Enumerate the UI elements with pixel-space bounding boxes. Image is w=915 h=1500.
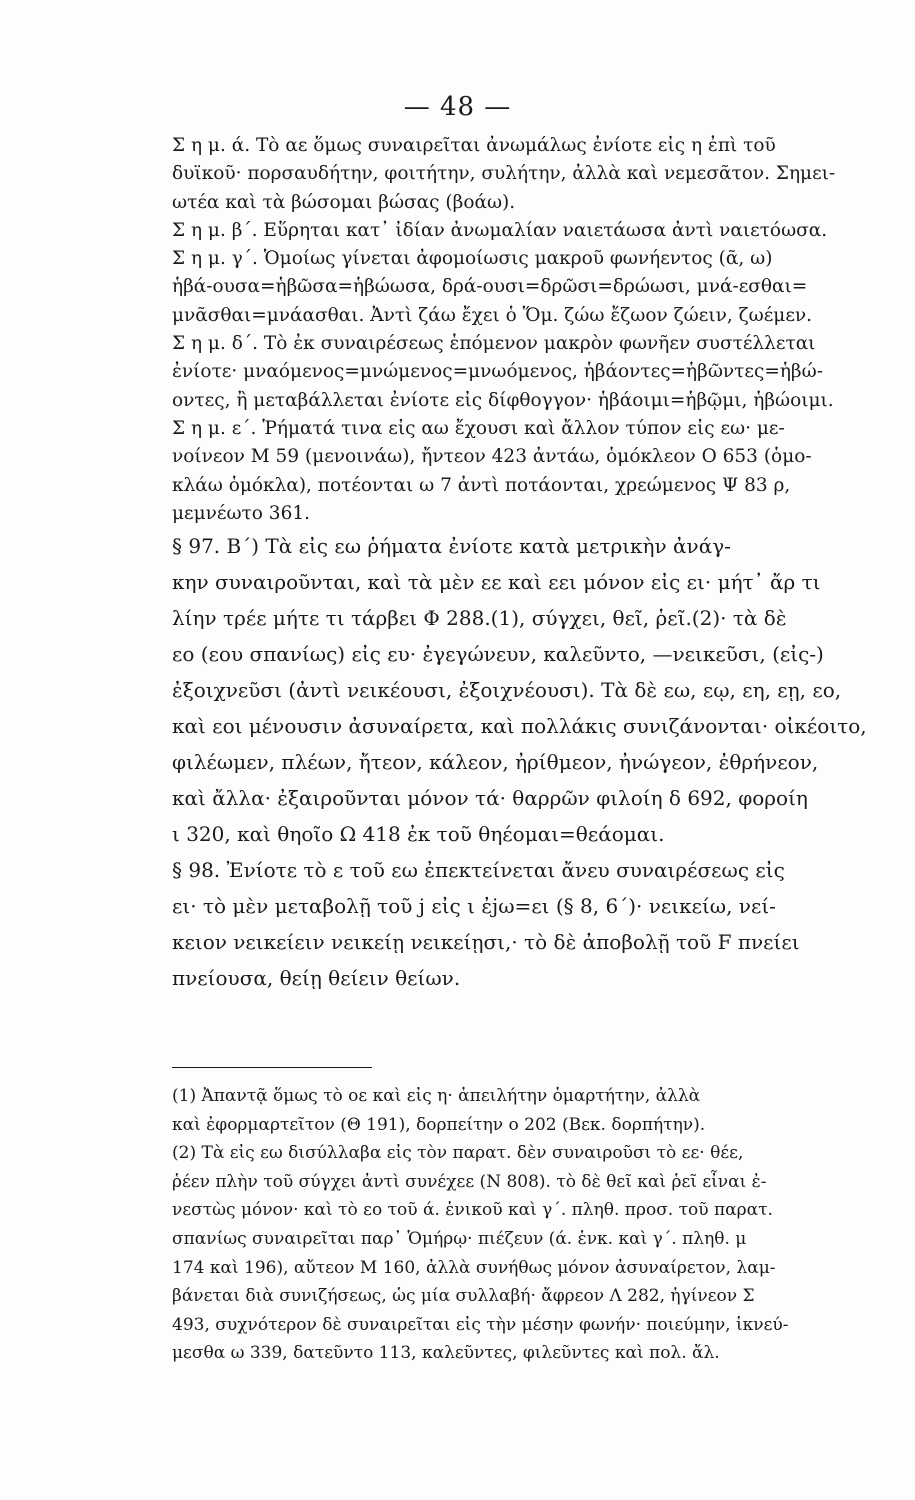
text-line: μεμνέωτο 361. (172, 502, 310, 524)
text-line: ἡβά-ουσα=ἡβῶσα=ἡβώωσα, δρά-ουσι=δρῶσι=δρώωσι, μνά-εσθαι= (172, 276, 808, 298)
text-line: καὶ εοι μένουσιν ἀσυναίρετα, καὶ πολλάκις συνιζάνονται· οἰκέοιτο, (172, 714, 867, 739)
text-line: πνείουσα, θείῃ θείειν θείων. (172, 966, 461, 991)
text-line: λίην τρέε μήτε τι τάρβει Φ 288.(1), σύγχει, θεῖ, ῥεῖ.(2)· τὰ δὲ (172, 606, 787, 631)
footnote-line: 174 καὶ 196), αὔτεον Μ 160, ἀλλὰ συνήθως μόνον ἀσυναίρετον, λαμ- (172, 1257, 776, 1278)
footnote-line: μεσθα ω 339, δατεῦντο 113, καλεῦντες, φιλεῦντες καὶ πολ. ἄλ. (172, 1343, 720, 1364)
footnote-line: καὶ ἐφορμαρτεῖτον (Θ 191), δορπείτην ο 202 (Βεκ. δορπήτην). (172, 1114, 706, 1135)
footnote-line: βάνεται διὰ συνιζήσεως, ὡς μία συλλαβή· ἄφρεον Λ 282, ἡγίνεον Σ (172, 1286, 755, 1307)
footnote-line: σπανίως συναιρεῖται παρ᾽ Ὁμήρῳ· πιέζευν (ά. ἑνκ. καὶ γ΄. πληθ. μ (172, 1228, 747, 1249)
text-line: ἐξοιχνεῦσι (ἀντὶ νεικέουσι, ἐξοιχνέουσι). Τὰ δὲ εω, εῳ, εη, εῃ, εο, (172, 678, 842, 703)
text-line: καὶ ἄλλα· ἐξαιροῦνται μόνον τά· θαρρῶν φιλοίη δ 692, φοροίη (172, 786, 808, 811)
main-text (172, 132, 907, 996)
text-line: κειον νεικείειν νεικείῃ νεικείῃσι,· τὸ δὲ ἀποβολῇ τοῦ F πνείει (172, 930, 800, 955)
text-line: νοίνεον Μ 59 (μενοινάω), ἤντεον 423 ἀντάω, ὁμόκλεον Ο 653 (ὁμο- (172, 446, 812, 468)
text-line: Σ η μ. ε΄. Ῥήματά τινα εἰς αω ἔχουσι καὶ ἄλλον τύπον εἰς εω· με- (172, 417, 785, 439)
footnote-line: νεστὼς μόνον· καὶ τὸ εο τοῦ ά. ἑνικοῦ καὶ γ΄. πληθ. προσ. τοῦ παρατ. (172, 1200, 773, 1221)
footnote-line: (2) Τὰ εἰς εω δισύλλαβα εἰς τὸν παρατ. δὲν συναιροῦσι τὸ εε· θέε, (172, 1143, 744, 1164)
text-line: Σ η μ. β΄. Εὕρηται κατ᾽ ἰδίαν ἀνωμαλίαν ναιετάωσα ἀντὶ ναιετόωσα. (172, 219, 828, 241)
footnote-divider (172, 1067, 372, 1068)
text-line: εο (εου σπανίως) εἰς ευ· ἐγεγώνευν, καλεῦντο, —νεικεῦσι, (εἰς-) (172, 642, 824, 667)
text-line: οντες, ἢ μεταβάλλεται ἐνίοτε εἰς δίφθογγον· ἡβάοιμι=ἡβῷμι, ἡβώοιμι. (172, 389, 834, 411)
text-line: κην συναιροῦνται, καὶ τὰ μὲν εε καὶ εει μόνον εἰς ει· μήτ᾽ ἄρ τι (172, 570, 821, 595)
text-line: φιλέωμεν, πλέων, ἤτεον, κάλεον, ἠρίθμεον, ἠνώγεον, ἐθρήνεον, (172, 750, 819, 775)
text-line: Σ η μ. δ΄. Τὸ ἐκ συναιρέσεως ἑπόμενον μακρὸν φωνῆεν συστέλλεται (172, 333, 816, 355)
page-number: — 48 — (403, 92, 512, 122)
text-line: Σ η μ. ά. Τὸ αε ὅμως συναιρεῖται ἀνωμάλως ἐνίοτε εἰς η ἐπὶ τοῦ (172, 135, 776, 156)
text-line: ωτέα καὶ τὰ βώσομαι βώσας (βοάω). (172, 191, 516, 213)
footnote-line: 493, συχνότερον δὲ συναιρεῖται εἰς τὴν μέσην φωνήν· ποιεύμην, ἱκνεύ- (172, 1314, 789, 1335)
text-line: ι 320, καὶ θηοῖο Ω 418 ἐκ τοῦ θηέομαι=θεάομαι. (172, 822, 665, 847)
footnotes (172, 1082, 907, 1368)
section-98-line: § 98. Ἐνίοτε τὸ ε τοῦ εω ἐπεκτείνεται ἄνευ συναιρέσεως εἰς (172, 858, 785, 883)
footnote-line: ῥέεν πλὴν τοῦ σύγχει ἀντὶ συνέχεε (Ν 808). τὸ δὲ θεῖ καὶ ῥεῖ εἶναι ἐ- (172, 1171, 767, 1192)
footnote-line: (1) Ἀπαντᾷ ὅμως τὸ οε καὶ εἰς η· ἀπειλήτην ὁμαρτήτην, ἀλλὰ (172, 1086, 701, 1106)
section-97-line: § 97. Β΄) Τὰ εἰς εω ῥήματα ἐνίοτε κατὰ μετρικὴν ἀνάγ- (172, 534, 731, 559)
text-line: μνᾶσθαι=μνάασθαι. Ἀντὶ ζάω ἔχει ὁ Ὅμ. ζώω ἔζωον ζώειν, ζωέμεν. (172, 304, 813, 326)
text-line: ει· τὸ μὲν μεταβολῇ τοῦ j εἰς ι ἐjω=ει (§ 8, 6΄)· νεικείω, νεί- (172, 894, 776, 919)
text-line: ἐνίοτε· μναόμενος=μνώμενος=μνωόμενος, ἡβάοντες=ἡβῶντες=ἡβώ- (172, 361, 823, 383)
text-line: Σ η μ. γ΄. Ὁμοίως γίνεται ἀφομοίωσις μακροῦ φωνήεντος (ᾶ, ω) (172, 248, 773, 270)
text-line: δυϊκοῦ· πορσαυδήτην, φοιτήτην, συλήτην, ἀλλὰ καὶ νεμεσᾶτον. Σημει- (172, 163, 836, 185)
text-line: κλάω ὁμόκλα), ποτέονται ω 7 ἀντὶ ποτάονται, χρεώμενος Ψ 83 ρ, (172, 474, 791, 496)
